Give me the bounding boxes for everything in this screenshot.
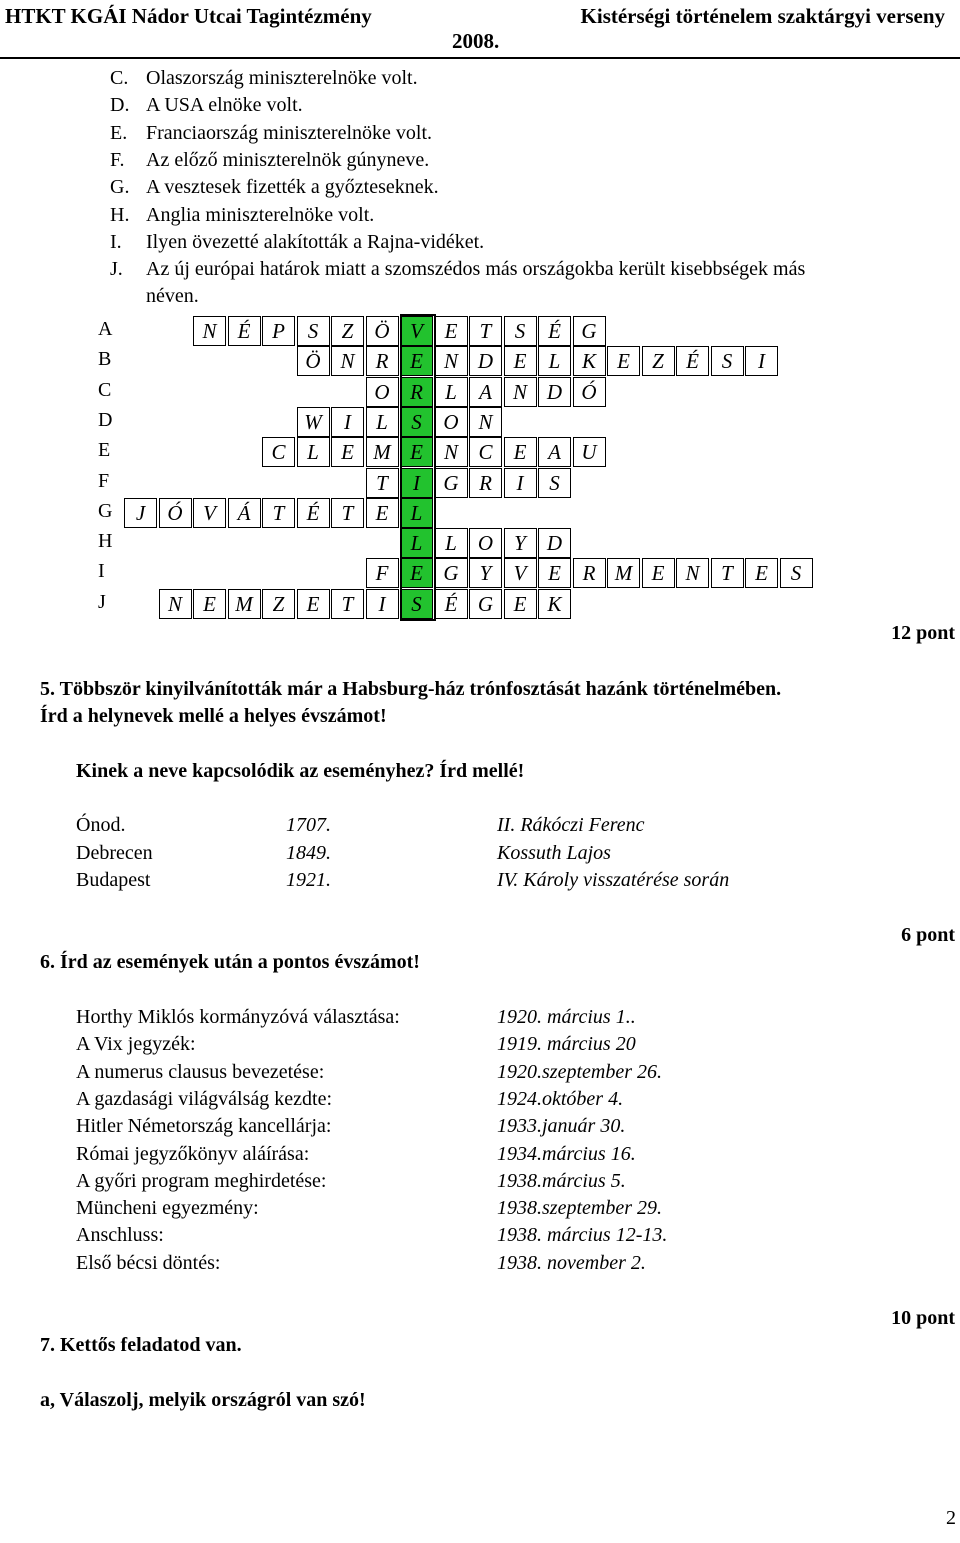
event-year: 1849.	[286, 841, 331, 864]
crossword-cell: J	[124, 498, 157, 528]
event-date: 1924.október 4.	[497, 1087, 624, 1110]
crossword-cell: E	[607, 346, 640, 376]
event-label: A Vix jegyzék:	[76, 1033, 196, 1056]
event-label: Hitler Németország kancellárja:	[76, 1115, 332, 1138]
crossword-cell: T	[262, 498, 295, 528]
crossword-solution-cell: I	[400, 468, 433, 498]
event-date: 1938.szeptember 29.	[497, 1197, 662, 1220]
crossword-solution-cell: E	[400, 437, 433, 467]
crossword-cell: D	[538, 528, 571, 558]
task5-instruction: Írd a helynevek mellé a helyes évszámot!	[40, 705, 387, 727]
crossword-row-label: B	[98, 348, 112, 371]
crossword-cell: I	[745, 346, 778, 376]
crossword-solution-cell: V	[400, 316, 433, 346]
crossword-cell: E	[504, 437, 537, 467]
crossword-cell: O	[469, 528, 502, 558]
event-person: IV. Károly visszatérése során	[497, 869, 730, 891]
crossword-cell: N	[469, 407, 502, 437]
crossword-row-label: E	[98, 439, 111, 462]
header-school: HTKT KGÁI Nádor Utcai Tagintézmény	[5, 4, 372, 28]
crossword-cell: U	[573, 437, 606, 467]
event-label: A numerus clausus bevezetése:	[76, 1060, 325, 1083]
clue-text: néven.	[146, 285, 199, 308]
crossword-cell: E	[193, 589, 226, 619]
crossword-cell: L	[435, 528, 468, 558]
task5-question: Kinek a neve kapcsolódik az eseményhez? Írd mellé!	[76, 760, 525, 782]
crossword-cell: E	[366, 498, 399, 528]
crossword-solution-cell: L	[400, 528, 433, 558]
crossword-solution-cell: S	[400, 589, 433, 619]
clue-text: Az előző miniszterelnök gúnyneve.	[146, 148, 430, 171]
clue-text: Olaszország miniszterelnöke volt.	[146, 67, 418, 89]
crossword-cell: S	[780, 558, 813, 588]
clue-text: Anglia miniszterelnöke volt.	[146, 203, 375, 226]
crossword-row-label: A	[98, 318, 113, 340]
crossword-cell: E	[331, 437, 364, 467]
clue-letter: E.	[110, 121, 128, 144]
event-person: Kossuth Lajos	[497, 841, 611, 864]
clue-letter: D.	[110, 94, 130, 117]
crossword-cell: T	[331, 498, 364, 528]
crossword-cell: S	[711, 346, 744, 376]
crossword-cell: S	[297, 316, 330, 346]
crossword-solution-cell: L	[400, 498, 433, 528]
crossword-cell: Ó	[573, 377, 606, 407]
crossword-solution-cell: R	[400, 377, 433, 407]
event-date: 1920. március 1..	[497, 1006, 636, 1028]
points-10: 10 pont	[891, 1307, 955, 1329]
crossword-cell: N	[435, 346, 468, 376]
crossword-cell: C	[262, 437, 295, 467]
event-date: 1938.március 5.	[497, 1169, 626, 1192]
crossword-cell: L	[435, 377, 468, 407]
clue-item	[110, 67, 418, 90]
event-place: Debrecen	[76, 841, 153, 864]
crossword-cell: K	[573, 346, 606, 376]
crossword-cell: F	[366, 558, 399, 588]
task7-subtitle: a, Válaszolj, melyik országról van szó!	[40, 1389, 366, 1411]
crossword-cell: S	[538, 468, 571, 498]
crossword-cell: T	[711, 558, 744, 588]
task6-title: 6. Írd az események után a pontos évszámot!	[40, 951, 420, 973]
clue-item	[110, 285, 199, 308]
crossword-cell: L	[297, 437, 330, 467]
crossword-cell: I	[366, 589, 399, 619]
crossword-cell: W	[297, 407, 330, 437]
crossword-cell: R	[366, 346, 399, 376]
event-date: 1933.január 30.	[497, 1115, 626, 1138]
event-label: Müncheni egyezmény:	[76, 1197, 259, 1220]
clue-text: Franciaország miniszterelnöke volt.	[146, 121, 433, 144]
crossword-cell: R	[469, 468, 502, 498]
crossword-cell: S	[504, 316, 537, 346]
event-date: 1934.március 16.	[497, 1142, 636, 1165]
clue-letter: F.	[110, 148, 125, 171]
clue-item	[110, 231, 484, 254]
crossword-cell: R	[573, 558, 606, 588]
event-date: 1938. március 12-13.	[497, 1224, 668, 1247]
crossword-cell: M	[228, 589, 261, 619]
crossword-cell: N	[435, 437, 468, 467]
clue-item	[110, 149, 429, 172]
event-label: Első bécsi döntés:	[76, 1251, 221, 1274]
crossword-cell: E	[504, 346, 537, 376]
event-person: II. Rákóczi Ferenc	[497, 814, 645, 836]
clue-letter: J.	[110, 258, 123, 281]
event-place: Ónod.	[76, 814, 126, 836]
crossword-cell: M	[366, 437, 399, 467]
crossword-cell: N	[331, 346, 364, 376]
clue-text: A vesztesek fizették a győzteseknek.	[146, 176, 439, 199]
crossword-row-label: G	[98, 499, 113, 522]
crossword-cell: Á	[228, 498, 261, 528]
crossword-cell: E	[504, 589, 537, 619]
crossword-cell: E	[538, 558, 571, 588]
task7-title: 7. Kettős feladatod van.	[40, 1334, 242, 1356]
clue-item	[110, 258, 805, 281]
crossword-cell: Ö	[297, 346, 330, 376]
event-place: Budapest	[76, 869, 151, 891]
crossword-cell: Y	[469, 558, 502, 588]
crossword-cell: É	[228, 316, 261, 346]
event-label: Római jegyzőkönyv aláírása:	[76, 1142, 310, 1165]
crossword-cell: G	[435, 558, 468, 588]
crossword-cell: D	[538, 377, 571, 407]
task5-title: 5. Többször kinyilvánították már a Habsburg-ház trónfosztását hazánk történelmében.	[40, 678, 782, 700]
crossword-cell: E	[642, 558, 675, 588]
crossword-cell: I	[504, 468, 537, 498]
event-date: 1938. november 2.	[497, 1251, 646, 1274]
crossword-cell: Z	[642, 346, 675, 376]
crossword-cell: G	[435, 468, 468, 498]
event-label: Horthy Miklós kormányzóvá választása:	[76, 1006, 400, 1028]
crossword-cell: Ó	[159, 498, 192, 528]
clue-text: Az új európai határok miatt a szomszédos más országokba került kisebbségek más	[146, 258, 806, 281]
crossword-cell: K	[538, 589, 571, 619]
event-year: 1707.	[286, 814, 331, 836]
crossword-row-label: D	[98, 408, 113, 431]
crossword-cell: A	[538, 437, 571, 467]
crossword-cell: L	[538, 346, 571, 376]
crossword-cell: N	[504, 377, 537, 407]
crossword-row-label: C	[98, 378, 112, 401]
crossword-cell: C	[469, 437, 502, 467]
crossword-cell: V	[504, 558, 537, 588]
clue-letter: I.	[110, 230, 122, 253]
crossword-cell: E	[435, 316, 468, 346]
event-label: Anschluss:	[76, 1224, 164, 1247]
crossword-cell: É	[435, 589, 468, 619]
event-label: A gazdasági világválság kezdte:	[76, 1087, 333, 1110]
clue-item	[110, 176, 439, 199]
crossword-cell: E	[745, 558, 778, 588]
crossword-cell: N	[159, 589, 192, 619]
clue-item	[110, 204, 374, 227]
crossword-cell: É	[297, 498, 330, 528]
crossword-cell: L	[366, 407, 399, 437]
header-divider	[0, 57, 960, 59]
crossword-cell: O	[435, 407, 468, 437]
clue-item	[110, 94, 303, 117]
clue-letter: G.	[110, 176, 130, 199]
clue-text: Ilyen övezetté alakították a Rajna-vidéket.	[146, 230, 485, 253]
crossword-row-label: I	[98, 560, 105, 583]
crossword-cell: N	[193, 316, 226, 346]
crossword-cell: Z	[262, 589, 295, 619]
crossword-solution-cell: S	[400, 407, 433, 437]
clue-item	[110, 122, 432, 145]
crossword-row-label: F	[98, 469, 110, 492]
crossword-solution-cell: E	[400, 346, 433, 376]
crossword-cell: M	[607, 558, 640, 588]
header-year: 2008.	[452, 29, 500, 53]
crossword-cell: O	[366, 377, 399, 407]
crossword-cell: T	[366, 468, 399, 498]
crossword-cell: G	[573, 316, 606, 346]
crossword-row-label: H	[98, 530, 113, 553]
crossword-cell: P	[262, 316, 295, 346]
crossword-cell: N	[676, 558, 709, 588]
clue-letter: H.	[110, 203, 130, 226]
points-12: 12 pont	[891, 622, 955, 644]
header-competition: Kistérségi történelem szaktárgyi verseny	[580, 4, 945, 28]
crossword-cell: T	[469, 316, 502, 346]
crossword-cell: D	[469, 346, 502, 376]
crossword-cell: Ö	[366, 316, 399, 346]
crossword-row-label: J	[98, 590, 106, 613]
crossword-cell: I	[331, 407, 364, 437]
crossword-cell: É	[676, 346, 709, 376]
page-number: 2	[946, 1507, 956, 1529]
crossword-cell: É	[538, 316, 571, 346]
crossword-cell: T	[331, 589, 364, 619]
crossword-cell: A	[469, 377, 502, 407]
clue-text: A USA elnöke volt.	[146, 94, 303, 117]
crossword-cell: G	[469, 589, 502, 619]
event-date: 1920.szeptember 26.	[497, 1060, 662, 1083]
clue-letter: C.	[110, 67, 129, 89]
event-year: 1921.	[286, 869, 331, 891]
crossword-cell: Z	[331, 316, 364, 346]
event-date: 1919. március 20	[497, 1033, 636, 1056]
crossword-cell: E	[297, 589, 330, 619]
points-6: 6 pont	[901, 924, 955, 946]
crossword-solution-cell: E	[400, 558, 433, 588]
crossword-cell: Y	[504, 528, 537, 558]
event-label: A győri program meghirdetése:	[76, 1169, 327, 1192]
crossword-cell: V	[193, 498, 226, 528]
